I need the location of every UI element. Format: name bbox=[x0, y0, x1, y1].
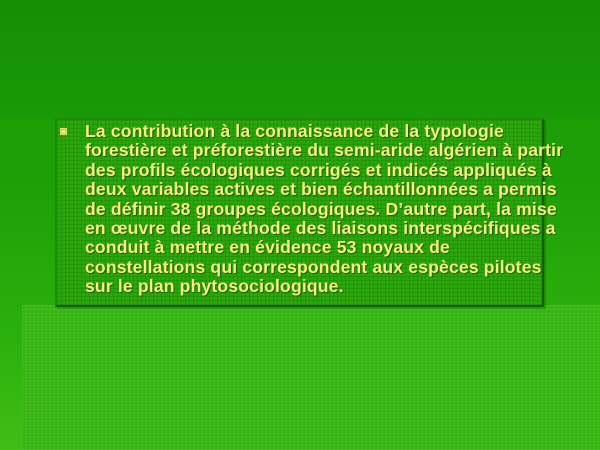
bullet-text-block bbox=[60, 122, 580, 297]
decorative-grid-panel bbox=[22, 305, 600, 450]
square-bullet-icon bbox=[60, 128, 67, 135]
bullet-paragraph: La contribution à la connaissance de la typologie forestière et préforestière du semi-aride algérien à partir des profils écologiques corrigés et indicés appliqués à deux variables actives et bien échantillonnées a permis de définir 38 groupes écologiques. D’autre part, la mise en œuvre de la méthode des liaisons interspécifiques a conduit à mettre en évidence 53 noyaux de constellations qui correspondent aux espèces pilotes sur le plan phytosociologique. bbox=[85, 121, 564, 297]
top-band bbox=[0, 0, 600, 118]
